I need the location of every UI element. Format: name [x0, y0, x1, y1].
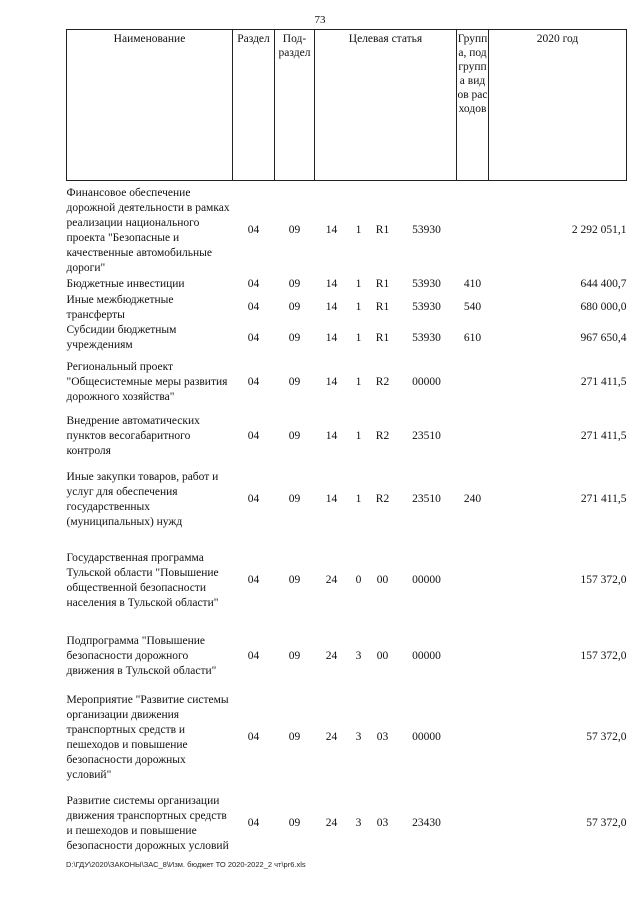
row-name: Мероприятие "Развитие системы организации движения транспортных средств и пешеходов и повышение безопасности дорожных условий" [66, 693, 229, 781]
row-target-3: R2 [375, 430, 390, 442]
row-target-4: 23430 [412, 817, 441, 829]
row-podrazdel: 09 [288, 224, 301, 237]
header-name: Наименование [67, 30, 233, 181]
row-razdel: 04 [247, 430, 260, 442]
row-name: Бюджетные инвестиции [66, 278, 185, 290]
row-sum: 57 372,0 [586, 731, 627, 743]
row-group [457, 538, 489, 624]
row-target-2: 1 [355, 224, 362, 237]
row-target-1: 14 [325, 301, 338, 313]
row-podrazdel: 09 [288, 430, 301, 442]
row-target-2: 1 [355, 331, 362, 344]
row-name: Развитие системы организации движения транспортных средств и пешеходов и повышение безопасности дорожных условий [66, 794, 229, 852]
row-target-4: 23510 [412, 430, 441, 442]
row-target-4: 00000 [412, 376, 441, 388]
row-group [457, 412, 489, 462]
row-razdel: 04 [247, 224, 260, 237]
row-podrazdel: 09 [288, 493, 301, 505]
row-razdel: 04 [247, 817, 260, 829]
row-target-1: 14 [325, 430, 338, 442]
page-number: 73 [314, 14, 326, 26]
row-target-2: 1 [355, 493, 362, 505]
row-target-4: 00000 [412, 650, 441, 662]
row-razdel: 04 [247, 574, 260, 586]
table-row [67, 293, 627, 323]
row-group [457, 354, 489, 412]
row-podrazdel: 09 [288, 301, 301, 313]
row-target-4: 23510 [412, 493, 441, 505]
row-razdel: 04 [247, 376, 260, 388]
row-razdel: 04 [247, 301, 260, 313]
table-row [67, 690, 627, 786]
row-podrazdel: 09 [288, 817, 301, 829]
row-sum: 271 411,5 [580, 430, 627, 442]
row-target-1: 14 [325, 278, 338, 290]
row-target-3: 03 [376, 731, 389, 743]
row-target-1: 14 [325, 224, 338, 237]
row-target-2: 1 [355, 376, 362, 388]
header-year: 2020 год [489, 30, 627, 181]
row-name: Внедрение автоматических пунктов весогабаритного контроля [66, 415, 200, 457]
row-target-4: 53930 [412, 224, 441, 237]
row-group: 540 [463, 301, 482, 313]
row-target-3: 00 [376, 650, 389, 662]
row-sum: 271 411,5 [580, 493, 627, 505]
row-sum: 967 650,4 [580, 331, 627, 344]
row-sum: 57 372,0 [586, 817, 627, 829]
header-razdel: Раздел [233, 30, 275, 181]
row-name: Подпрограмма "Повышение безопасности дорожного движения в Тульской области" [66, 635, 217, 677]
row-podrazdel: 09 [288, 650, 301, 662]
row-target-2: 1 [355, 430, 362, 442]
header-group: Группа, подгруппа видов расходов [457, 30, 489, 181]
row-name: Субсидии бюджетным учреждениям [66, 324, 177, 351]
row-target-1: 24 [325, 731, 338, 743]
row-razdel: 04 [247, 493, 260, 505]
row-razdel: 04 [247, 278, 260, 290]
row-sum: 2 292 051,1 [571, 224, 627, 237]
row-target-3: R1 [375, 301, 390, 313]
row-target-1: 14 [325, 376, 338, 388]
footer-file-path: D:\ГДУ\2020\ЗАКОНЫ\ЗАС_8\Изм. бюджет ТО 2020-2022_2 чт\pr6.xls [66, 860, 306, 869]
row-razdel: 04 [247, 731, 260, 743]
table-row [67, 538, 627, 624]
row-target-1: 24 [325, 650, 338, 662]
row-target-3: R1 [375, 331, 390, 344]
table-row [67, 277, 627, 293]
row-group: 410 [463, 278, 482, 290]
row-razdel: 04 [247, 650, 260, 662]
row-group [457, 181, 489, 277]
row-name: Иные межбюджетные трансферты [66, 293, 174, 321]
row-podrazdel: 09 [288, 376, 301, 388]
row-target-4: 53930 [412, 331, 441, 344]
table-row [67, 354, 627, 412]
row-target-4: 53930 [412, 278, 441, 290]
row-target-2: 1 [355, 278, 362, 290]
row-podrazdel: 09 [288, 331, 301, 344]
row-target-1: 24 [325, 817, 338, 829]
row-name: Финансовое обеспечение дорожной деятельности в рамках реализации национального проекта "Безопасные и качественные автомобильные дороги" [66, 186, 230, 274]
row-target-2: 1 [355, 301, 362, 313]
row-target-3: R2 [375, 376, 390, 388]
row-target-2: 3 [355, 650, 362, 662]
row-target-4: 53930 [412, 301, 441, 313]
row-name: Государственная программа Тульской области "Повышение общественной безопасности населения в Тульской области" [66, 551, 219, 609]
header-target: Целевая статья [315, 30, 457, 181]
table-header-row [67, 30, 627, 181]
table-row [67, 412, 627, 462]
row-sum: 644 400,7 [580, 278, 627, 290]
header-podrazdel: Под-раздел [275, 30, 315, 181]
row-target-3: R1 [375, 278, 390, 290]
row-target-4: 00000 [412, 731, 441, 743]
row-target-3: 00 [376, 574, 389, 586]
row-target-3: R1 [375, 224, 390, 237]
row-target-4: 00000 [412, 574, 441, 586]
row-group [457, 690, 489, 786]
table-row [67, 181, 627, 277]
row-razdel: 04 [247, 331, 260, 344]
table-row [67, 323, 627, 354]
row-name: Региональный проект "Общесистемные меры развития дорожного хозяйства" [66, 361, 228, 403]
row-podrazdel: 09 [288, 731, 301, 743]
row-sum: 157 372,0 [580, 650, 627, 662]
row-sum: 271 411,5 [580, 376, 627, 388]
row-group [457, 624, 489, 690]
row-target-1: 24 [325, 574, 338, 586]
row-target-1: 14 [325, 493, 338, 505]
table-row [67, 462, 627, 538]
row-name: Иные закупки товаров, работ и услуг для обеспечения государственных (муниципальных) нужд [66, 470, 219, 528]
budget-table [66, 29, 627, 862]
row-target-3: R2 [375, 493, 390, 505]
row-target-3: 03 [376, 817, 389, 829]
row-target-2: 3 [355, 731, 362, 743]
row-group: 610 [463, 331, 482, 344]
row-sum: 680 000,0 [580, 301, 627, 313]
row-target-2: 0 [355, 574, 362, 586]
row-podrazdel: 09 [288, 278, 301, 290]
table-row [67, 786, 627, 862]
row-podrazdel: 09 [288, 574, 301, 586]
row-sum: 157 372,0 [580, 574, 627, 586]
row-target-2: 3 [355, 817, 362, 829]
table-row [67, 624, 627, 690]
row-group [457, 786, 489, 862]
row-target-1: 14 [325, 331, 338, 344]
row-group: 240 [463, 493, 482, 505]
